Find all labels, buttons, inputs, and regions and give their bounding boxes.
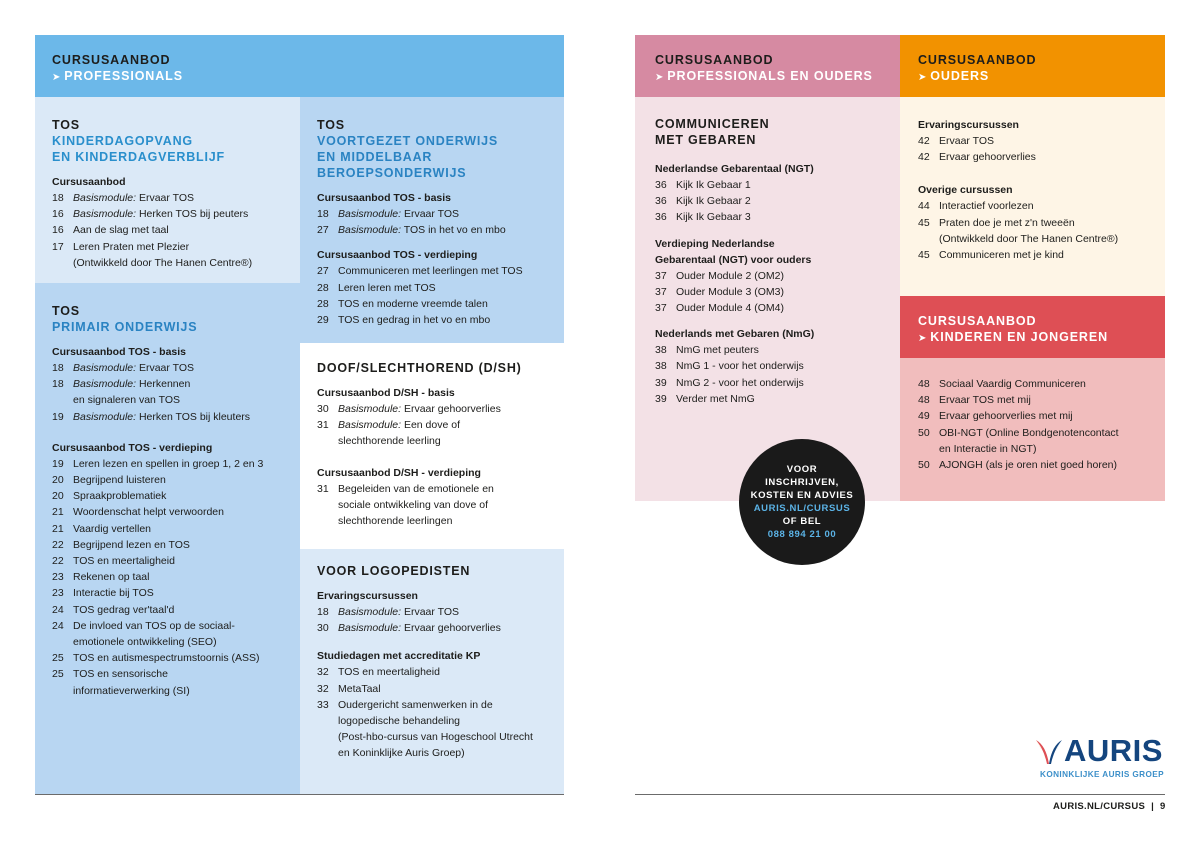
circle-line: INSCHRIJVEN, [765,477,839,488]
group-title: Ervaringscursussen [317,590,418,602]
group-title: Cursusaanbod D/SH - verdieping [317,466,481,479]
list-item: 18 Basismodule: Herkennen [52,378,191,391]
page-footer: AURIS.NL/CURSUS | 9 [1053,801,1166,812]
list-item: 49 Ervaar gehoorverlies met mij [918,410,1073,423]
section-subtitle: PRIMAIR ONDERWIJS [52,320,198,334]
list-item: 22 Begrijpend lezen en TOS [52,538,190,551]
header-subtitle: ➤ PROFESSIONALS EN OUDERS [655,69,873,83]
list-item: sociale ontwikkeling van dove of [338,498,489,511]
auris-logo [1034,733,1164,783]
list-item: 38 NmG met peuters [655,344,759,357]
section-title: MET GEBAREN [655,133,757,147]
list-item: 19 Leren lezen en spellen in groep 1, 2 en 3 [52,457,264,470]
left-header-subtitle: ➤ PROFESSIONALS [52,69,183,83]
list-item: 22 TOS en meertaligheid [52,555,175,568]
brand-tagline: KONINKLIJKE AURIS GROEP [1040,770,1164,779]
list-item: 19 Basismodule: Herken TOS bij kleuters [52,410,251,423]
section-subtitle: VOORTGEZET ONDERWIJS [317,134,499,148]
list-item: 25 TOS en autismespectrumstoornis (ASS) [52,652,260,665]
section-title: TOS [52,118,80,132]
group-title: Cursusaanbod [52,176,126,188]
page-number: 9 [1160,801,1166,812]
list-item: 50 OBI-NGT (Online Bondgenotencontact [918,426,1119,439]
list-item: 32 TOS en meertaligheid [317,666,440,679]
section-logopedisten [300,549,564,794]
list-item: en signaleren van TOS [73,394,181,407]
list-item: 50 AJONGH (als je oren niet goed horen) [918,459,1118,472]
group-title: Studiedagen met accreditatie KP [317,650,481,663]
section-subtitle: EN MIDDELBAAR [317,150,433,164]
list-item: 42 Ervaar TOS [918,135,995,147]
list-item: 17 Leren Praten met Plezier [52,240,190,253]
list-item: 23 Interactie bij TOS [52,587,154,600]
list-item: 32 MetaTaal [317,682,381,695]
list-item: 45 Communiceren met je kind [918,249,1064,262]
list-item: 28 Leren leren met TOS [317,281,436,294]
footer-url[interactable]: AURIS.NL/CURSUS [1053,801,1146,812]
header-title: CURSUSAANBOD [918,314,1037,328]
list-item: 24 TOS gedrag ver'taal'd [52,603,175,616]
circle-line: VOOR [786,464,818,475]
section-title: TOS [52,304,80,318]
list-item: 27 Communiceren met leerlingen met TOS [317,265,523,278]
section-tos-vo [300,97,564,343]
list-item: slechthorende leerling [338,435,441,448]
header-subtitle: ➤ OUDERS [918,69,990,83]
group-title: Nederlands met Gebaren (NmG) [655,328,815,341]
section-title: TOS [317,118,345,132]
list-item: logopedische behandeling [338,715,461,728]
list-item: 37 Ouder Module 3 (OM3) [655,285,784,298]
contact-phone[interactable]: 088 894 21 00 [767,529,837,540]
list-item: 29 TOS en gedrag in het vo en mbo [317,314,491,327]
group-title: Cursusaanbod D/SH - basis [317,387,455,399]
list-item: slechthorende leerlingen [338,515,453,528]
section-subtitle: BEROEPSONDERWIJS [317,166,467,180]
list-item: 24 De invloed van TOS op de sociaal- [52,619,235,632]
group-title: Verdieping Nederlandse [655,237,775,250]
list-item: 16 Basismodule: Herken TOS bij peuters [52,208,249,221]
list-item: (Ontwikkeld door The Hanen Centre®) [939,232,1119,245]
list-item: 27 Basismodule: TOS in het vo en mbo [317,224,506,237]
brand-name: AURIS [1064,733,1163,768]
group-title: Nederlandse Gebarentaal (NGT) [655,163,814,175]
group-title: Cursusaanbod TOS - basis [317,192,452,204]
left-page-rule [35,794,564,795]
list-item: en Koninklijke Auris Groep) [338,747,465,760]
group-title: Cursusaanbod TOS - basis [52,346,187,358]
section-title: COMMUNICEREN [655,117,770,131]
section-dsh [300,343,564,549]
list-item: (Ontwikkeld door The Hanen Centre®) [73,256,253,269]
list-item: 31 Begeleiden van de emotionele en [317,482,494,495]
header-title: CURSUSAANBOD [918,53,1037,67]
list-item: 45 Praten doe je met z'n tweeën [918,216,1075,229]
list-item: 18 Basismodule: Ervaar TOS [317,606,460,618]
list-item: 36 Kijk Ik Gebaar 1 [655,179,751,191]
list-item: 20 Begrijpend luisteren [52,474,166,487]
list-item: 30 Basismodule: Ervaar gehoorverlies [317,622,501,635]
header-ouders [900,35,1165,97]
list-item: 48 Sociaal Vaardig Communiceren [918,378,1086,390]
left-header-title: CURSUSAANBOD [52,53,171,67]
section-subtitle: EN KINDERDAGVERBLIJF [52,150,225,164]
list-item: 25 TOS en sensorische [52,668,168,681]
list-item: 36 Kijk Ik Gebaar 2 [655,195,751,208]
list-item: 48 Ervaar TOS met mij [918,394,1031,407]
group-title: Cursusaanbod TOS - verdieping [52,441,213,454]
list-item: 38 NmG 1 - voor het onderwijs [655,360,804,373]
list-item: 39 NmG 2 - voor het onderwijs [655,376,804,389]
list-item: 42 Ervaar gehoorverlies [918,151,1036,164]
list-item: 33 Oudergericht samenwerken in de [317,698,493,711]
list-item: 37 Ouder Module 2 (OM2) [655,269,784,282]
contact-link[interactable]: AURIS.NL/CURSUS [753,503,851,514]
list-item: 16 Aan de slag met taal [52,224,169,237]
header-kinderen-jongeren [900,296,1165,358]
list-item: (Post-hbo-cursus van Hogeschool Utrecht [338,731,533,744]
auris-wing-icon [1034,736,1064,768]
section-ouders [900,97,1165,296]
section-tos-kdv [35,97,300,283]
list-item: 37 Ouder Module 4 (OM4) [655,302,784,315]
list-item: 18 Basismodule: Ervaar TOS [52,362,195,374]
list-item: 28 TOS en moderne vreemde talen [317,297,488,310]
list-item: 23 Rekenen op taal [52,571,150,584]
list-item: 21 Vaardig vertellen [52,522,152,535]
list-item: 18 Basismodule: Ervaar TOS [52,192,195,204]
list-item: 44 Interactief voorlezen [918,200,1034,213]
group-title: Ervaringscursussen [918,119,1019,131]
list-item: 18 Basismodule: Ervaar TOS [317,208,460,220]
contact-circle [739,439,865,565]
list-item: 20 Spraakproblematiek [52,490,167,503]
section-title: VOOR LOGOPEDISTEN [317,564,471,578]
list-item: en Interactie in NGT) [939,442,1037,455]
section-tos-po [35,283,300,794]
section-kinderen [900,358,1165,501]
list-item: 36 Kijk Ik Gebaar 3 [655,211,751,224]
group-title: Gebarentaal (NGT) voor ouders [655,253,812,266]
header-professionals-ouders [635,35,900,97]
right-page-rule [635,794,1165,795]
list-item: 21 Woordenschat helpt verwoorden [52,506,224,519]
group-title: Overige cursussen [918,184,1013,197]
left-header [35,35,564,97]
list-item: 30 Basismodule: Ervaar gehoorverlies [317,403,501,415]
list-item: emotionele ontwikkeling (SEO) [73,636,217,649]
section-communiceren-gebaren [635,97,900,501]
list-item: 39 Verder met NmG [655,392,755,405]
section-title: DOOF/SLECHTHOREND (D/SH) [317,361,522,375]
section-subtitle: KINDERDAGOPVANG [52,134,193,148]
group-title: Cursusaanbod TOS - verdieping [317,249,478,262]
header-subtitle: ➤ KINDEREN EN JONGEREN [918,330,1109,344]
list-item: informatieverwerking (SI) [73,684,190,697]
list-item: 31 Basismodule: Een dove of [317,419,460,432]
circle-line: OF BEL [782,516,822,527]
header-title: CURSUSAANBOD [655,53,774,67]
circle-line: KOSTEN EN ADVIES [750,490,854,501]
